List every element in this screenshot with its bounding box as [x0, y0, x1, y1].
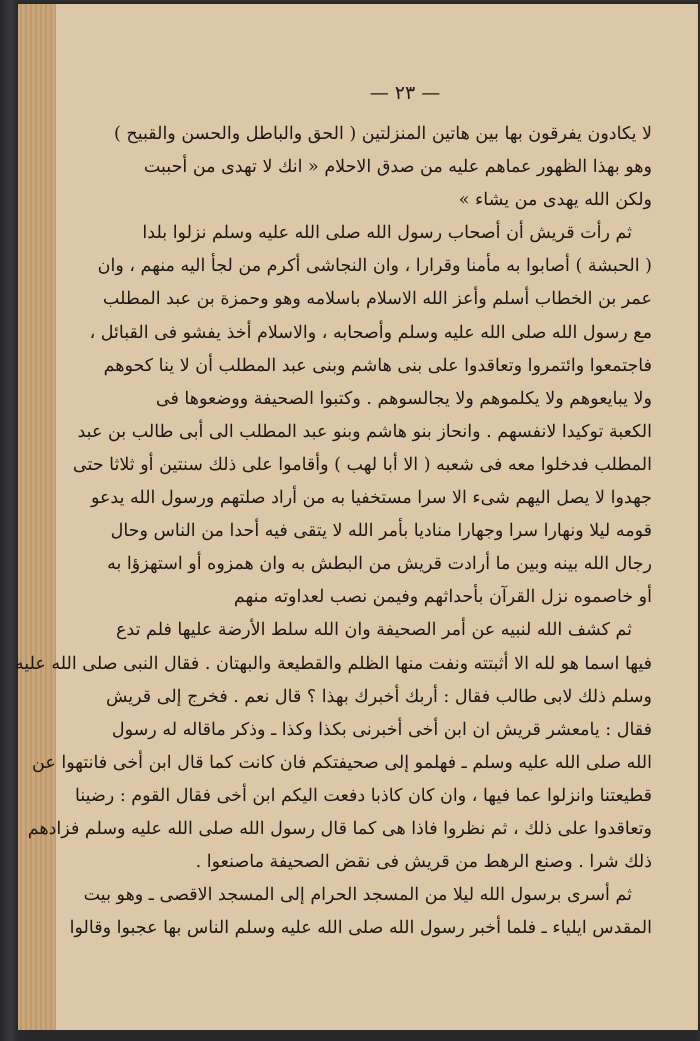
text-line: فقال : يامعشر قريش ان ابن أخى أخبرنى بكذا وكذا ـ وذكر ماقاله له رسول: [111, 719, 652, 740]
text-line: لا يكادون يفرقون بها بين هاتين المنزلتين ( الحق والباطل والحسن والقبيح ): [114, 124, 652, 144]
text-line: ثم كشف الله لنبيه عن أمر الصحيفة وان الله سلط الأرضة عليها فلم تدع: [115, 620, 632, 641]
text-line: وتعاقدوا على ذلك ، ثم نظروا فاذا هى كما قال رسول الله صلى الله عليه وسلم فزادهم: [27, 818, 652, 839]
text-line: مع رسول الله صلى الله عليه وسلم وأصحابه ، والاسلام أخذ يفشو فى القبائل ،: [89, 322, 652, 343]
text-line: فيها اسما هو لله الا أثبتته ونفت منها الظلم والقطيعة والبهتان . فقال النبى صلى الله عليه: [14, 653, 652, 674]
text-line: جهدوا لا يصل اليهم شىء الا سرا مستخفيا به من أراد صلتهم ورسول الله يدعو: [90, 488, 652, 509]
text-line: فاجتمعوا وائتمروا وتعاقدوا على بنى هاشم وبنى عبد المطلب أن لا ينا كحوهم: [103, 355, 652, 376]
text-line: ( الحبشة ) أصابوا به مأمنا وقرارا ، وان النجاشى أكرم من لجأ اليه منهم ، وان: [97, 256, 652, 277]
text-line: أو خاصموه نزل القرآن بأحداثهم وفيمن نصب لعداوته منهم: [233, 587, 652, 608]
text-line: ولا يبايعوهم ولا يكلموهم ولا يجالسوهم . وكتبوا الصحيفة ووضعوها فى: [155, 388, 652, 409]
text-line: وسلم ذلك لابى طالب فقال : أربك أخبرك بهذا ؟ قال نعم . فخرج إلى قريش: [105, 686, 652, 707]
text-line: قطيعتنا وانزلوا عما فيها ، وان كان كاذبا دفعت اليكم ابن أخى فقال القوم : رضينا: [75, 785, 652, 806]
text-line: ثم رأت قريش أن أصحاب رسول الله صلى الله عليه وسلم نزلوا بلدا: [142, 223, 632, 244]
text-line: ثم أسرى برسول الله ليلا من المسجد الحرام إلى المسجد الاقصى ـ وهو بيت: [83, 885, 632, 906]
text-line: المطلب فدخلوا معه فى شعبه ( الا أبا لهب ) وأقاموا على ذلك سنتين أو ثلاثا حتى: [72, 454, 652, 475]
text-line: الكعبة توكيدا لانفسهم . وانحاز بنو هاشم وبنو عبد المطلب الى أبى طالب بن عبد: [77, 421, 652, 442]
page-edges-stack: [18, 4, 57, 1030]
body-text: [14, 118, 652, 945]
book-cover-edge: [0, 0, 18, 1041]
page-number: — ٢٣ —: [369, 82, 441, 104]
text-line: الله صلى الله عليه وسلم ـ فهلمو إلى صحيفتكم فان كانت كما قال ابن أخى فانتهوا عن: [32, 752, 652, 773]
text-line: ولكن الله يهدى من يشاء »: [458, 190, 652, 211]
bottom-shadow: [18, 1030, 698, 1041]
text-line: عمر بن الخطاب أسلم وأعز الله الاسلام باسلامه وهو وحمزة بن عبد المطلب: [102, 289, 652, 310]
text-line: رجال الله بينه وبين ما أرادت قريش من البطش به وان همزوه أو استهزؤا به: [107, 554, 652, 575]
text-line: قومه ليلا ونهارا سرا وجهارا مناديا بأمر الله لا يتقى فيه أحدا من الناس وحال: [110, 521, 652, 542]
text-line: ذلك شرا . وصنع الرهط من قريش فى نقض الصحيفة ماصنعوا .: [195, 852, 652, 873]
text-line: المقدس ايلياء ـ فلما أخبر رسول الله صلى الله عليه وسلم الناس بها عجبوا وقالوا: [69, 918, 652, 939]
text-line: وهو بهذا الظهور عماهم عليه من صدق الاحلام « انك لا تهدى من أحببت: [143, 157, 652, 178]
